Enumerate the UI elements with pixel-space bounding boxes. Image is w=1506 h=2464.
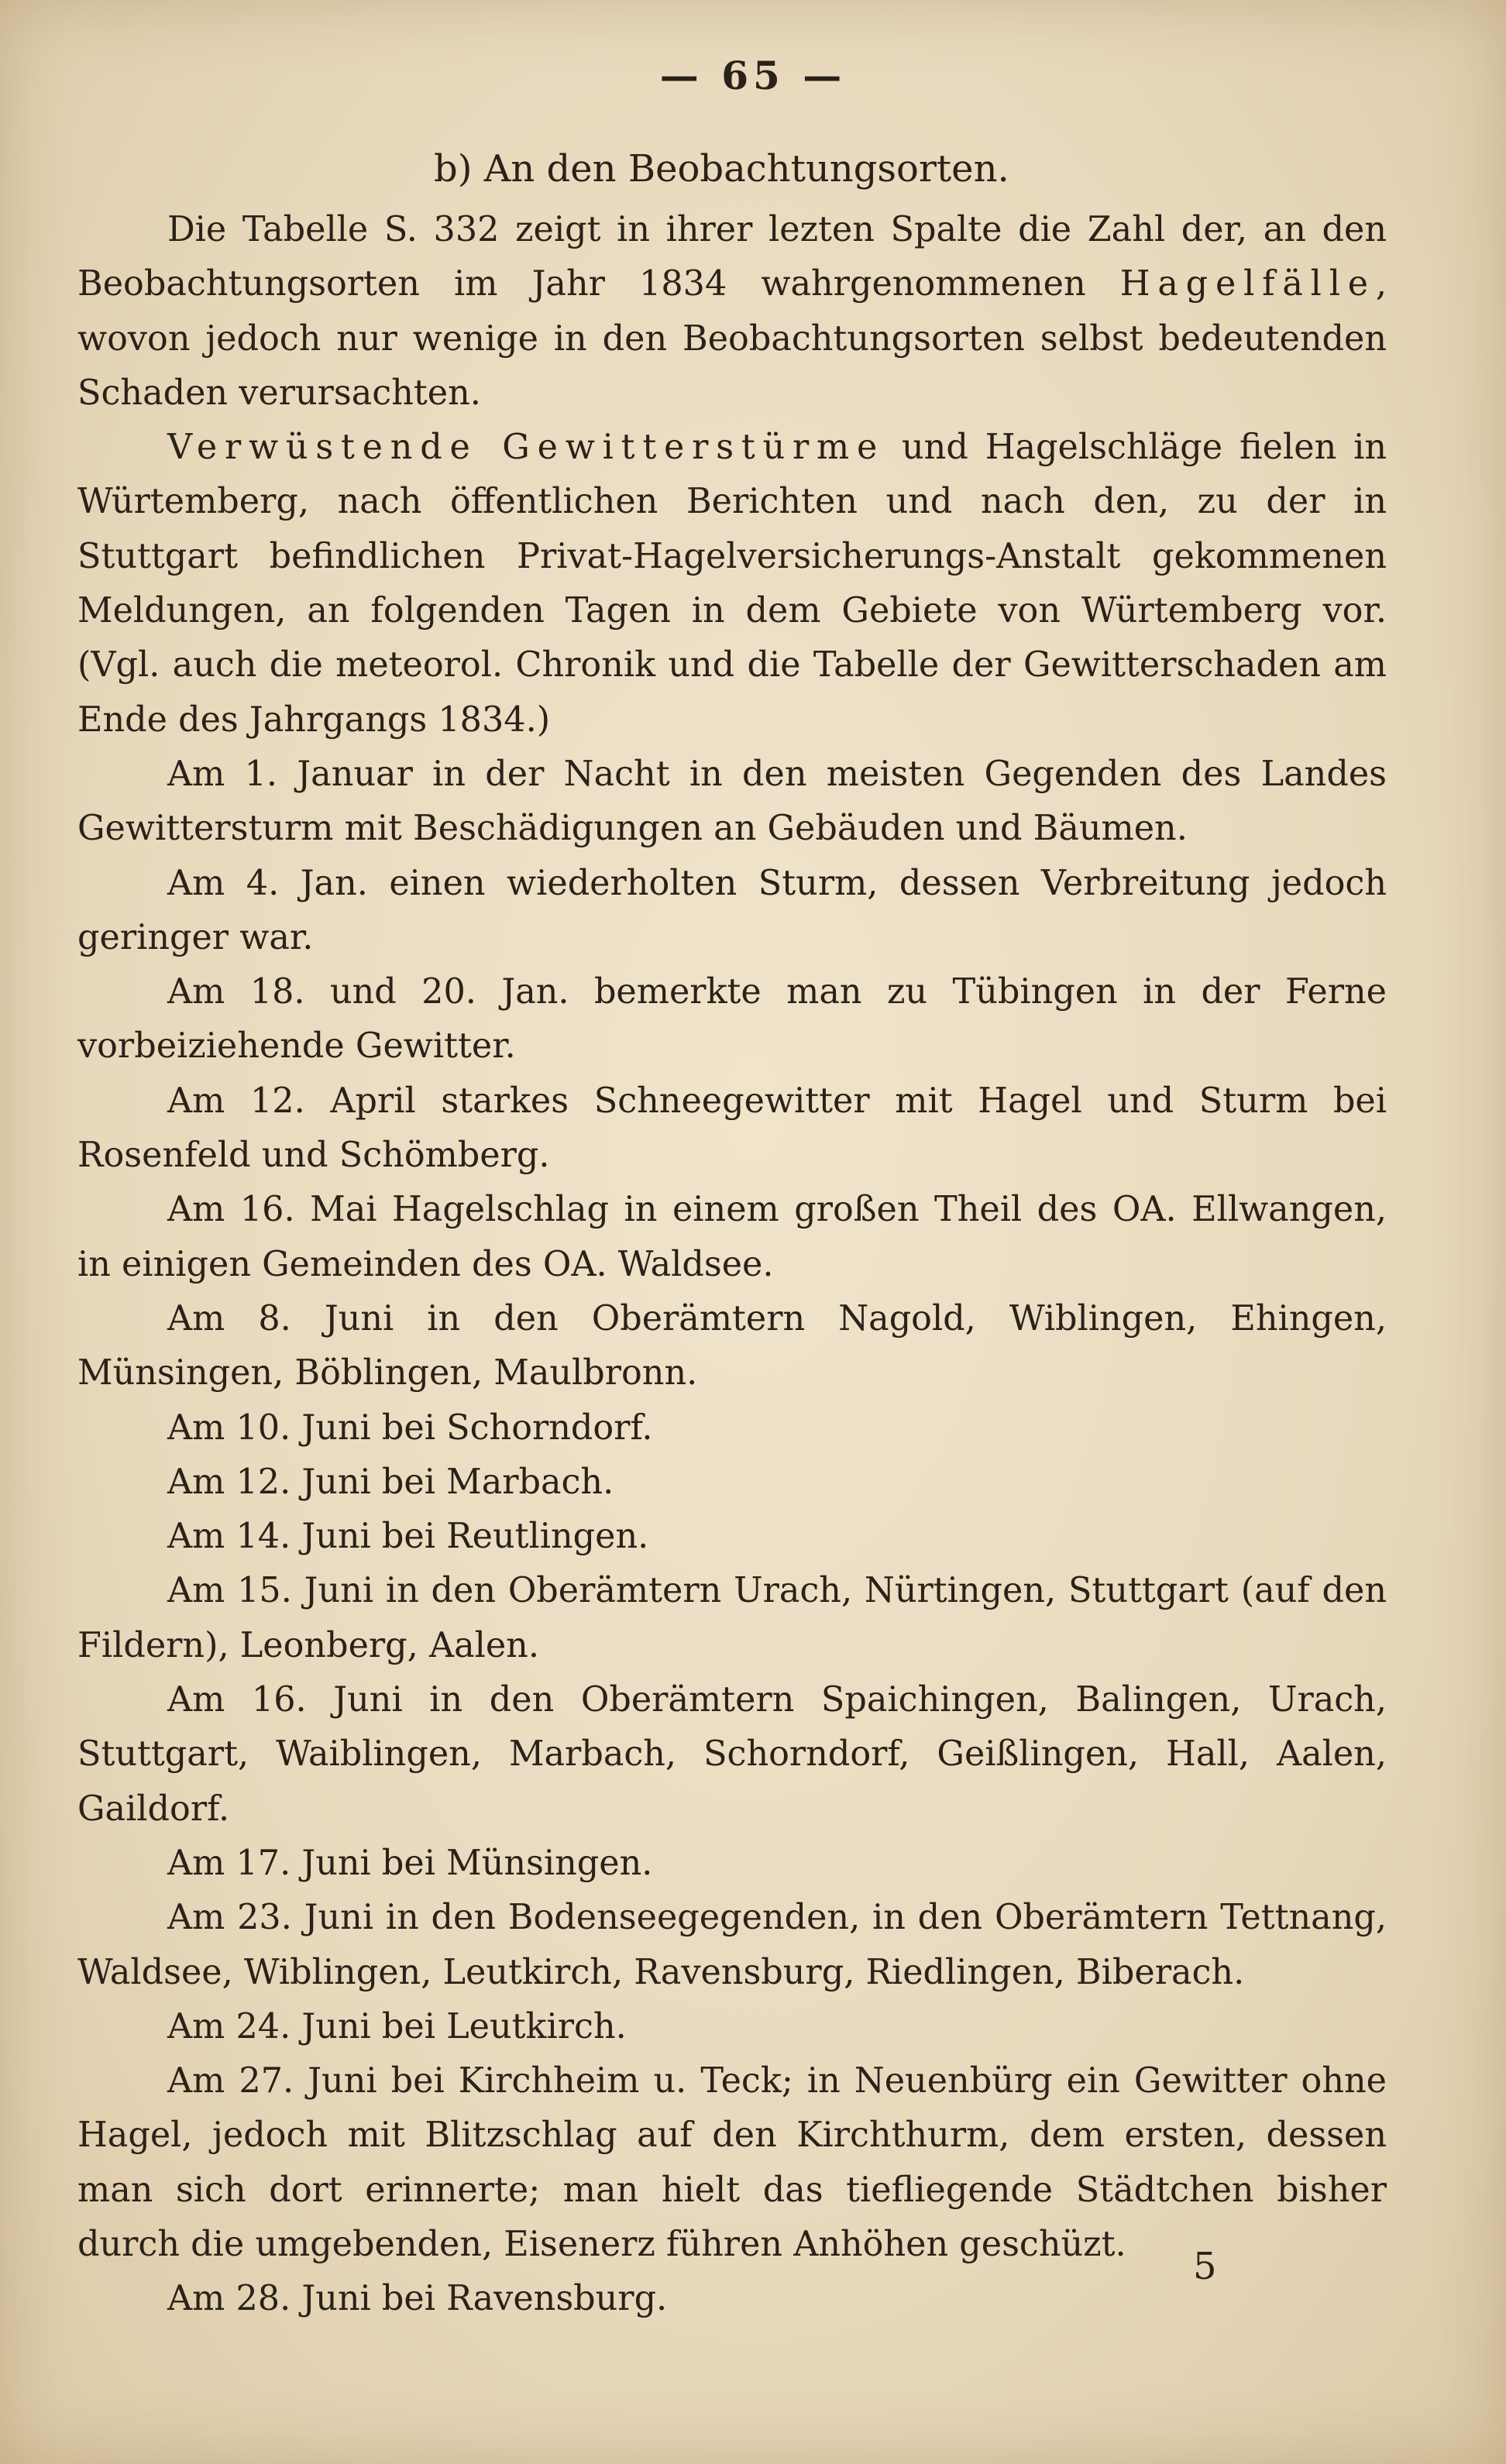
entry-jun-16: Am 16. Juni in den Oberämtern Spaichingen, Balingen, Urach, Stuttgart, Waiblingen, Marbach, Schorndorf, Geißlingen, Hall, Aalen, Gaildorf. [77,1680,1387,1829]
entry-jan-1: Am 1. Januar in der Nacht in den meisten Gegenden des Landes Gewittersturm mit Beschädigungen an Gebäuden und Bäumen. [77,754,1387,849]
body-text [77,203,1387,2327]
paragraph: Die Tabelle S. 332 zeigt in ihrer lezten Spalte die Zahl der, an den Beobachtungsorten im Jahr 1834 wahrgenommenen Hagelfälle, wovon jedoch nur wenige in den Beobachtungsorten selbst bedeutenden Schaden verursachten. [77,210,1387,413]
entry-jun-27: Am 27. Juni bei Kirchheim u. Teck; in Neuenbürg ein Gewitter ohne Hagel, jedoch mit Blitzschlag auf den Kirchthurm, dem ersten, dessen man sich dort erinnerte; man hielt das tiefliegende Städtchen bisher durch die umgebenden, Eisenerz führen Anhöhen geschüzt. [77,2061,1387,2264]
entry-jun-12: Am 12. Juni bei Marbach. [167,1462,614,1502]
entry-jan-4: Am 4. Jan. einen wiederholten Sturm, dessen Verbreitung jedoch geringer war. [77,863,1387,957]
entry-jun-28: Am 28. Juni bei Ravensburg. [167,2279,668,2319]
entry-jun-10: Am 10. Juni bei Schorndorf. [167,1407,653,1448]
entry-jun-14: Am 14. Juni bei Reutlingen. [167,1517,649,1557]
entry-jun-23: Am 23. Juni in den Bodenseegegenden, in den Oberämtern Tettnang, Waldsee, Wiblingen, Leutkirch, Ravensburg, Riedlingen, Biberach. [77,1898,1387,1992]
entry-jan-18-20: Am 18. und 20. Jan. bemerkte man zu Tübingen in der Ferne vorbeiziehende Gewitter. [77,972,1387,1067]
page-number: — 65 — [659,53,847,98]
signature-mark: 5 [1193,2245,1217,2288]
emphasized-term: Verwüstende Gewitterstürme [167,428,885,468]
entry-jun-24: Am 24. Juni bei Leutkirch. [167,2006,627,2046]
entry-jun-17: Am 17. Juni bei Münsingen. [167,1843,653,1883]
entry-jun-8: Am 8. Juni in den Oberämtern Nagold, Wiblingen, Ehingen, Münsingen, Böblingen, Maulbronn. [77,1298,1387,1394]
section-heading: b) An den Beobachtungsorten. [434,147,1009,191]
entry-may-16: Am 16. Mai Hagelschlag in einem großen Theil des OA. Ellwangen, in einigen Gemeinden des OA. Waldsee. [77,1190,1387,1284]
entry-apr-12: Am 12. April starkes Schneegewitter mit Hagel und Sturm bei Rosenfeld und Schömberg. [77,1081,1387,1176]
emphasized-term: Hagelfälle [1119,264,1376,304]
entry-jun-15: Am 15. Juni in den Oberämtern Urach, Nürtingen, Stuttgart (auf den Fildern), Leonberg, Aalen. [77,1571,1387,1665]
paragraph: Verwüstende Gewitterstürme und Hagelschläge fielen in Würtemberg, nach öffentlichen Berichten und nach den, zu der in Stuttgart befindlichen Privat-Hagelversicherungs-Anstalt gekommenen Meldungen, an folgenden Tagen in dem Gebiete von Würtemberg vor. (Vgl. auch die meteorol. Chronik und die Tabelle der Gewitterschaden am Ende des Jahrgangs 1834.) [77,428,1387,740]
